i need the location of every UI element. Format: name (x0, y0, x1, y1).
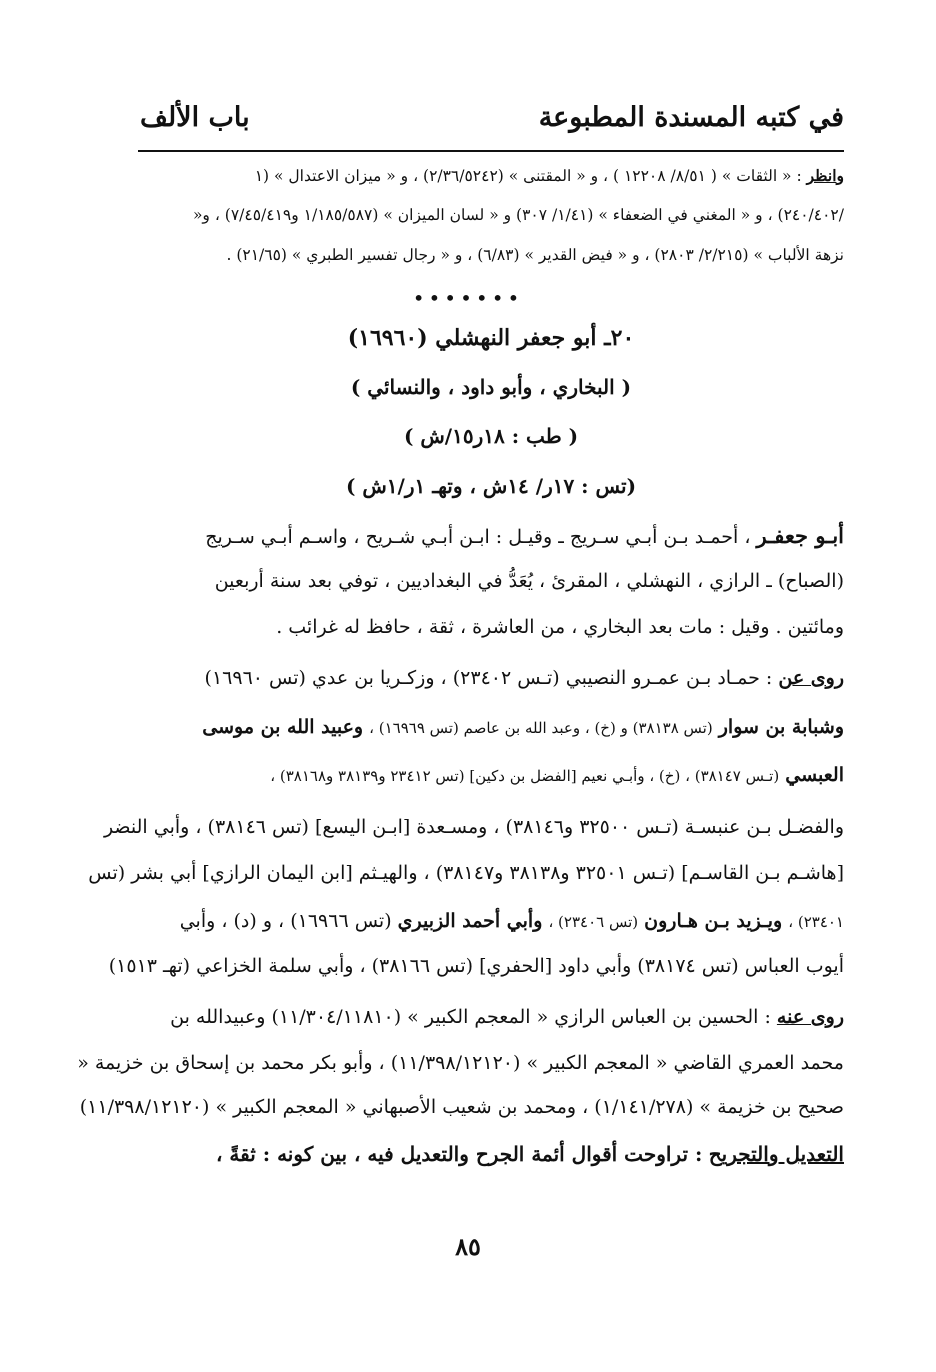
grading-line (138, 1142, 844, 1166)
entry-reference-1: ( طب : ١٨ر١٥/ش ) (403, 424, 579, 448)
bio-line-2: (الصباح) ـ الرازي ، النهشلي ، المقرئ ، يُعَدُّ في البغداديين ، توفي بعد سنة أربعين (214, 570, 844, 592)
page-header (140, 100, 844, 150)
narrated-from-text-3: (تـس ٣٨١٤٧) ، (خ) ، وأبـي نعيم [الفضل بن دكين] (تس ٢٣٤١٢ و٣٨١٣٩ و٣٨١٦٨) ، (270, 767, 780, 785)
chapter-title: باب الألف (140, 102, 250, 133)
entry-title: ٢٠ـ أبو جعفر النهشلي (١٦٩٦٠) (347, 325, 635, 351)
section-separator: ••••••• (412, 286, 524, 310)
narrated-from-text-6c: (تس ٢٣٤٠٦) ، (548, 913, 639, 931)
narrated-from-line-5: [هاشـم بـن القاسـم] (تـس ٣٢٥٠١ و٣٨١٣٨ و٣٨١٤٧) ، والهيـثم [ابن اليمان الرازي] أبي بشر (تس (88, 862, 844, 884)
entry-sources: ( البخاري ، وأبو داود ، والنسائي ) (350, 375, 632, 399)
bio-name: أبـو جعفـر (756, 523, 844, 548)
bio-line-1 (138, 523, 844, 548)
narrated-from-line-3 (138, 764, 844, 786)
bio-line-3: ومائتين . وقيل : مات بعد البخاري ، من العاشرة ، ثقة ، حافظ له غرائب . (276, 616, 844, 638)
footnote-line-3: نزهة الألباب » (٢/٢١٥/ ٢٨٠٣) ، و « فيض القدير » (٦/٨٣) ، و « رجال تفسير الطبري » (٢١/٦٥) . (226, 246, 844, 264)
narrated-from-line-2 (138, 716, 844, 738)
narrated-from-line-6 (138, 910, 844, 932)
narrated-by-line-2: محمد العمري القاضي « المعجم الكبير » (١١/٣٩٨/١٢١٢٠) ، وأبو بكر محمد بن إسحاق بن خزيمة « (77, 1052, 844, 1074)
entry-reference-2: (تس : ١٧ر/ ١٤ش ، وتهـ ١ر/١ش ) (345, 474, 637, 498)
running-title: في كتبه المسندة المطبوعة (538, 102, 844, 133)
page-number: ٨٥ (455, 1232, 481, 1261)
narrated-from-text-6a: ٢٣٤٠١) ، (788, 913, 844, 931)
narrator-zubayri: وأبي أحمد الزبيري (397, 910, 543, 932)
narrated-from-line-4: والفضـل بـن عنبسـة (تـس ٣٢٥٠٠ و٣٨١٤٦) ، ومسـعدة [ابـن اليسع] (تس ٣٨١٤٦) ، وأبي النضر (103, 816, 844, 838)
narrator-ubaydullah: وعبيد الله بن موسى (202, 716, 364, 738)
narrator-shababa: وشبابة بن سوار (718, 716, 844, 738)
narrated-by-line-3: صحيح بن خزيمة » (١/١٤١/٢٧٨) ، ومحمد بن شعيب الأصبهاني « المعجم الكبير » (١١/٣٩٨/١٢١٢٠) (79, 1096, 844, 1118)
narrated-by-line-1 (138, 1006, 844, 1028)
grading-label: التعديل والتجريح (708, 1142, 844, 1166)
narrator-absi: العبسي (785, 764, 844, 786)
narrated-from-line-7: أيوب العباس (تس ٣٨١٧٤) وأبي داود [الحفري] (تس ٣٨١٦٦) ، وأبي سلمة الخزاعي (تهـ ١٥١٣) (108, 955, 844, 977)
narrated-from-text-6e: (تس ١٦٩٦٦) ، و (د) ، وأبي (179, 910, 392, 932)
footnote-line-1 (138, 166, 844, 185)
narrated-from-text-2: (تس ٣٨١٣٨) و (خ) ، وعبد الله بن عاصم (تس ١٦٩٦٩) ، (369, 719, 713, 737)
narrated-by-text-1: : الحسين بن العباس الرازي « المعجم الكبير » (١١/٣٠٤/١١٨١٠) وعبيدالله بن (170, 1006, 771, 1028)
narrated-by-label: روى عنه (776, 1006, 844, 1028)
header-rule (138, 150, 844, 152)
narrated-from-label: روى عن (778, 667, 844, 689)
bio-text-1: ، أحمـد بـن أبـي سـريج ـ وقيـل : ابـن أبـي شـريح ، واسـم أبـي سـريج (205, 526, 751, 548)
see-also-label: وانظر (806, 166, 844, 185)
grading-text: : تراوحت أقوال أئمة الجرح والتعديل فيه ، بين كونه : ثقةً ، (215, 1142, 703, 1166)
narrator-yazid: ويـزيد بـن هـارون (644, 910, 783, 932)
footnote-text-1: : « الثقات » ( ٨/٥١/ ١٢٢٠٨ ) ، و « المقتنى » (٢/٣٦/٥٢٤٢) ، و « ميزان الاعتدال » (١ (254, 167, 802, 185)
narrated-from-line-1 (138, 667, 844, 689)
footnote-line-2: /٢٤٠/٤٠٢) ، و « المغني في الضعفاء » (١/٤١/ ٣٠٧) و « لسان الميزان » (١/١٨٥/٥٨٧ و٧/٤٥/٤١٩) ، و« (192, 206, 844, 224)
narrated-from-text-1: : حمـاد بـن عمـرو النصيبي (تـس ٢٣٤٠٢) ، وزكـريا بن عدي (تس ١٦٩٦٠) (204, 667, 773, 689)
